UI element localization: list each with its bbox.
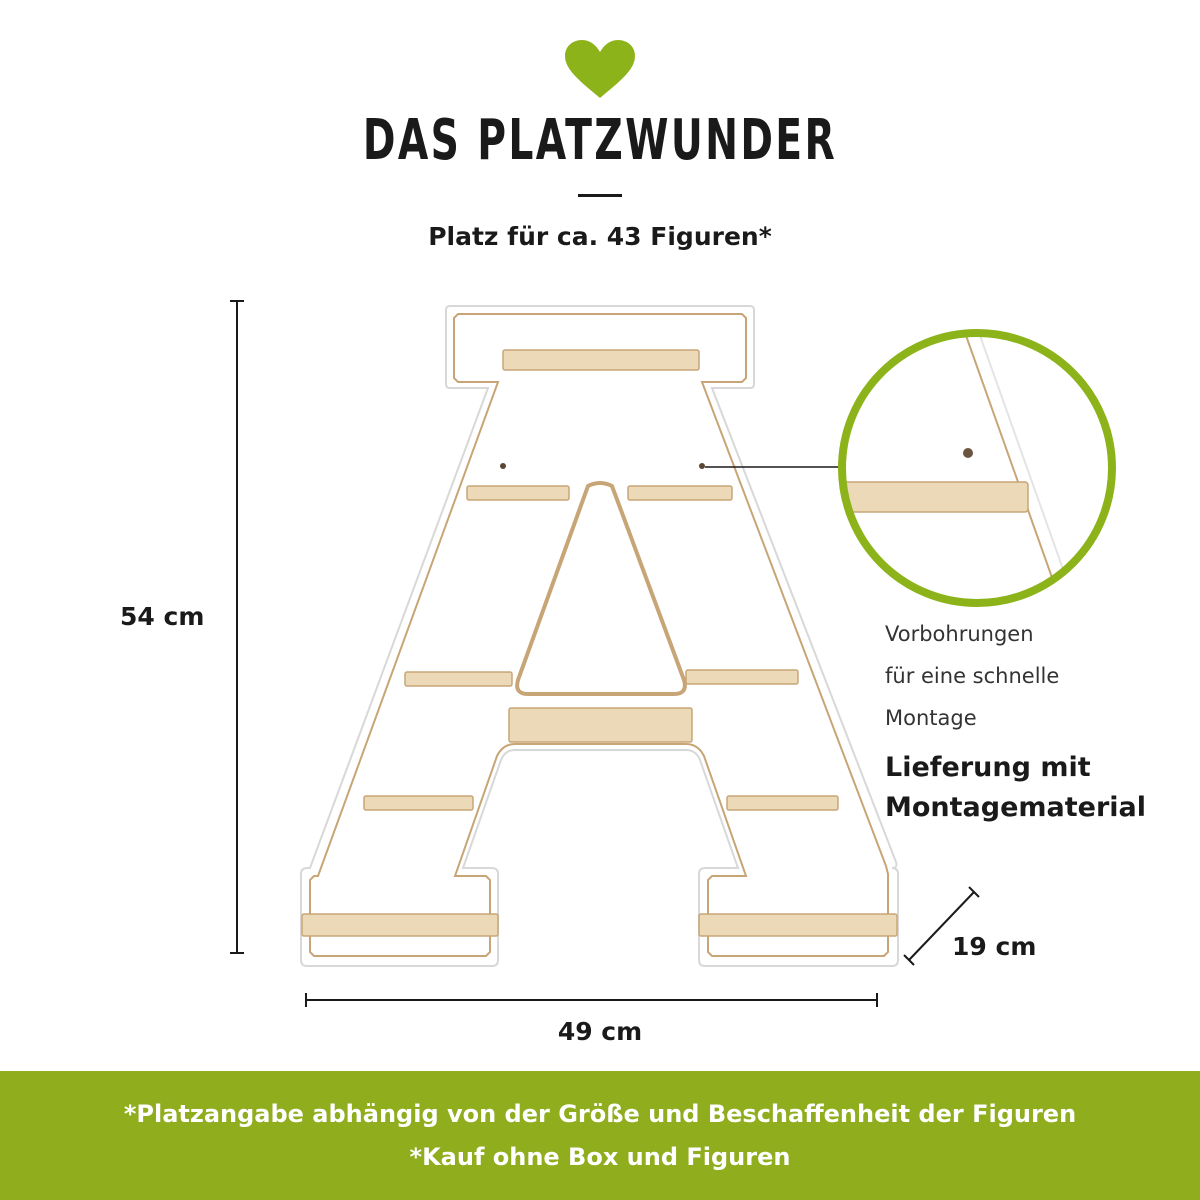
shelf-rail: [405, 672, 512, 686]
delivery-info: [885, 748, 1146, 828]
predrill-line: Vorbohrungen: [885, 622, 1034, 646]
shelf-rail: [699, 914, 897, 936]
shelf-rail: [364, 796, 473, 810]
predrill-line: Montage: [885, 706, 977, 730]
footer-note-2: *Kauf ohne Box und Figuren: [409, 1143, 791, 1171]
mounting-hole: [699, 463, 705, 469]
width-label: 49 cm: [557, 1017, 643, 1046]
shelf-rail: [686, 670, 798, 684]
predrill-line: für eine schnelle: [885, 664, 1060, 688]
depth-label: 19 cm: [952, 932, 1037, 961]
height-label: 54 cm: [120, 602, 205, 631]
mounting-hole: [500, 463, 506, 469]
shelf-rail: [727, 796, 838, 810]
shelf-rail: [628, 486, 732, 500]
shelf-rail: [302, 914, 498, 936]
capacity-subtitle: Platz für ca. 43 Figuren*: [428, 222, 772, 251]
footer-note-1: *Platzangabe abhängig von der Größe und Beschaffenheit der Figuren: [123, 1100, 1077, 1128]
shelf-rail: [509, 708, 692, 742]
shelf-rail: [503, 350, 699, 370]
delivery-line: Montagematerial: [885, 792, 1147, 823]
shelf-rail: [467, 486, 569, 500]
footer-banner: [0, 1071, 1200, 1200]
page-title: DAS PLATZWUNDER: [362, 108, 838, 173]
height-dimension-line: [230, 301, 244, 953]
width-dimension-line: [306, 993, 877, 1007]
predrill-info: [885, 613, 1059, 739]
delivery-line: Lieferung mit: [885, 752, 1091, 783]
